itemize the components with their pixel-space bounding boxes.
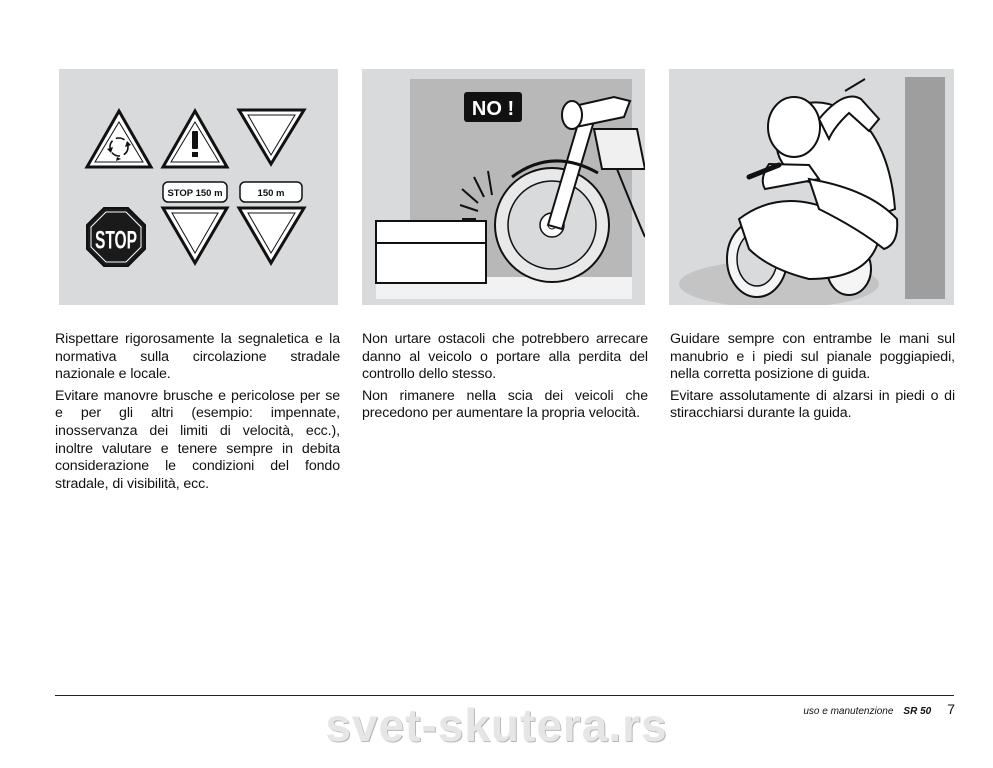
wall <box>905 77 945 299</box>
road-signs-drawing <box>59 69 338 305</box>
watermark: svet-skutera.rs <box>325 699 668 751</box>
paragraph: Rispettare rigorosamente la segnaletica e la normativa sulla circolazione stradale nazionale e locale. <box>55 331 340 383</box>
no-label-text: NO ! <box>471 98 515 120</box>
footer-section: uso e manutenzione <box>803 706 894 717</box>
paragraph: Non urtare ostacoli che potrebbero arrecare danno al veicolo o portare alla perdita del controllo dello stesso. <box>362 331 648 383</box>
paragraph: Evitare manovre brusche e pericolose per se e per gli altri (esempio: impennate, inosservanza dei limiti di velocità, ecc.), inoltre valutare e tenere sempre in debita considerazione le condizioni del fondo stradale, di visibilità, ecc. <box>55 387 340 492</box>
distance-plate <box>240 182 302 202</box>
paragraph: Guidare sempre con entrambe le mani sul manubrio e i piedi sul pianale poggiapiedi, nella corretta posizione di guida. <box>670 331 955 383</box>
text-column-riding-position <box>670 331 955 427</box>
give-way-sign <box>163 208 227 263</box>
no-warning-label <box>464 92 522 122</box>
curb-obstacle <box>376 221 486 283</box>
page-number: 7 <box>947 701 955 717</box>
give-way-sign <box>239 110 304 164</box>
give-way-sign <box>239 208 304 263</box>
rider-illustration <box>669 69 954 305</box>
headlight <box>594 129 645 169</box>
stop-distance-plate <box>163 182 227 202</box>
paragraph: Non rimanere nella scia dei veicoli che precedono per aumentare la propria velocità. <box>362 387 648 422</box>
paragraph: Evitare assolutamente di alzarsi in piedi o di stiracchiarsi durante la guida. <box>670 387 955 422</box>
text-column-obstacles <box>362 331 648 427</box>
distance-plate-text: 150 m <box>257 188 285 199</box>
footer-model: SR 50 <box>903 706 932 717</box>
road-signs-illustration <box>59 69 338 305</box>
page-footer <box>803 701 955 717</box>
stop-sign-text: STOP <box>94 227 138 255</box>
obstacle-illustration <box>362 69 645 305</box>
rider-helmet <box>768 97 820 157</box>
rider-drawing <box>669 69 954 305</box>
obstacle-drawing <box>362 69 645 305</box>
text-column-signage <box>55 331 340 497</box>
stop-plate-text: STOP 150 m <box>167 188 223 199</box>
roundabout-warning-sign <box>87 111 151 167</box>
danger-warning-sign <box>163 111 227 167</box>
stop-sign <box>87 208 145 266</box>
footer-divider <box>55 695 954 696</box>
